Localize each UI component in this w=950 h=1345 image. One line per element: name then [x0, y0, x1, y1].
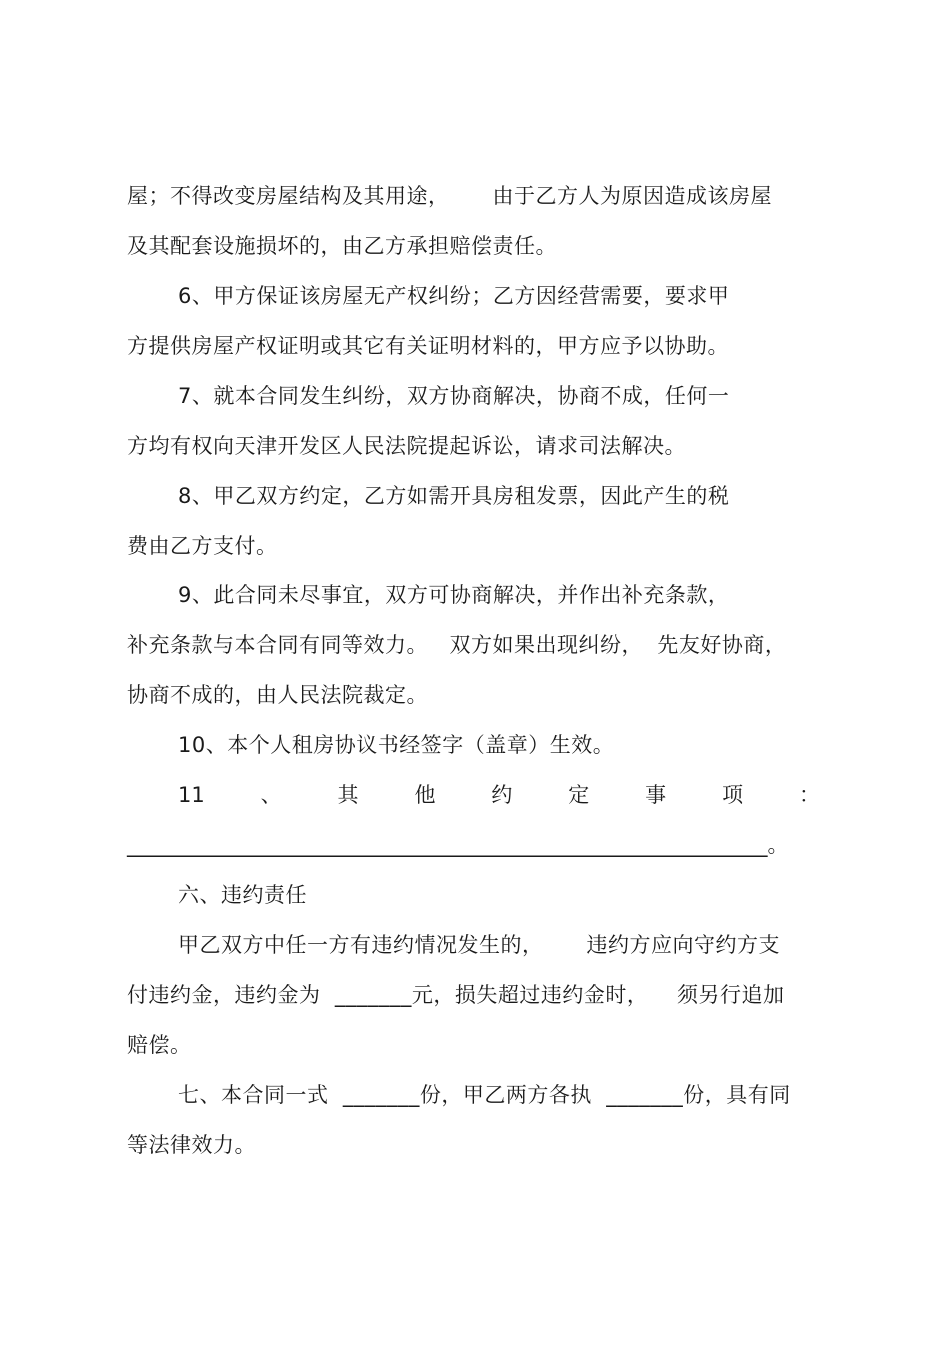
- clause-11-char: 项: [722, 783, 744, 807]
- section-6-line: 赔偿。: [127, 1033, 192, 1057]
- section-6-line: 甲乙双方中任一方有违约情况发生的， 违约方应向守约方支: [178, 933, 781, 957]
- text-line: 方均有权向天津开发区人民法院提起诉讼，请求司法解决。: [127, 434, 686, 458]
- text-line: 补充条款与本合同有同等效力。 双方如果出现纠纷， 先友好协商，: [127, 633, 787, 657]
- text-line: 及其配套设施损坏的，由乙方承担赔偿责任。: [127, 234, 557, 258]
- clause-11-char: 、: [260, 783, 282, 807]
- clause-7: 7、就本合同发生纠纷，双方协商解决，协商不成，任何一: [178, 384, 730, 408]
- clause-6: 6、甲方保证该房屋无产权纠纷；乙方因经营需要，要求甲: [178, 284, 730, 308]
- clause-11-char: 约: [491, 783, 513, 807]
- clause-8: 8、甲乙双方约定，乙方如需开具房租发票，因此产生的税: [178, 484, 730, 508]
- clause-11-char: 事: [645, 783, 667, 807]
- section-6-title: 六、违约责任: [178, 883, 307, 907]
- section-6-line: 付违约金，违约金为 _______元，损失超过违约金时， 须另行追加: [127, 983, 785, 1007]
- text-line: 屋；不得改变房屋结构及其用途， 由于乙方人为原因造成该房屋: [127, 184, 773, 208]
- clause-11-char: 其: [337, 783, 359, 807]
- clause-11: [178, 782, 820, 808]
- text-line: 协商不成的，由人民法院裁定。: [127, 683, 428, 707]
- clause-11-char: ：: [798, 783, 820, 807]
- text-line: 方提供房屋产权证明或其它有关证明材料的，甲方应予以协助。: [127, 334, 729, 358]
- clause-9: 9、此合同未尽事宜，双方可协商解决，并作出补充条款，: [178, 583, 730, 607]
- clause-11-blank: _____________________________________________________________。: [127, 833, 789, 857]
- clause-11-char: 他: [414, 783, 436, 807]
- section-7-line: 七、本合同一式 _______份，甲乙两方各执 _______份，具有同: [178, 1083, 791, 1107]
- clause-10: 10、本个人租房协议书经签字（盖章）生效。: [178, 733, 615, 757]
- clause-11-char: 定: [568, 783, 590, 807]
- section-7-line: 等法律效力。: [127, 1133, 256, 1157]
- text-line: 费由乙方支付。: [127, 534, 278, 558]
- clause-11-char: 11: [178, 783, 205, 807]
